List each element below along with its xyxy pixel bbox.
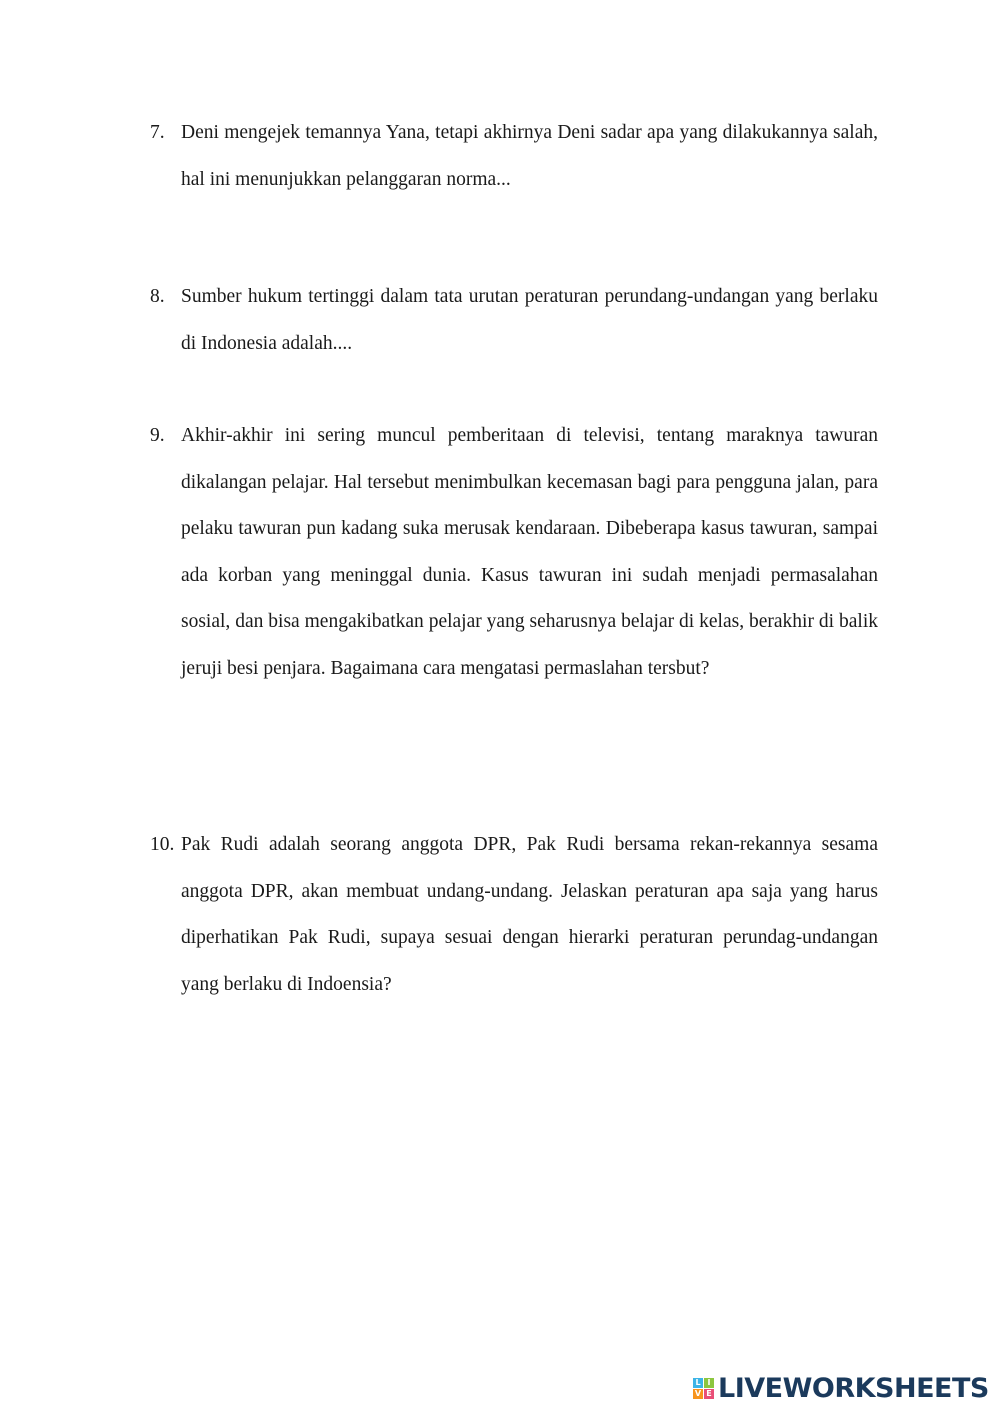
question-text: Akhir-akhir ini sering muncul pemberitaan di televisi, tentang maraknya tawuran dikalangan pelajar. Hal tersebut menimbulkan kecemasan bagi para pengguna jalan, para pelaku tawuran pun kadang suka merusak kendaraan. Dibeberapa kasus tawuran, sampai ada korban yang meninggal dunia. Kasus tawuran ini sudah menjadi permasalahan sosial, dan bisa mengakibatkan pelajar yang seharusnya belajar di kelas, berakhir di balik jeruji besi penjara. Bagaimana cara mengatasi permaslahan tersbut? xyxy=(181,425,878,679)
logo-letter: V xyxy=(694,1388,702,1398)
question-10 xyxy=(150,822,878,1008)
question-8 xyxy=(150,274,878,367)
logo-grid-icon xyxy=(693,1378,714,1399)
question-7 xyxy=(150,110,878,203)
question-9 xyxy=(150,413,878,692)
logo-text: LIVEWORKSHEETS xyxy=(718,1372,989,1404)
logo-letter: L xyxy=(693,1378,703,1388)
question-number: 10. xyxy=(150,834,175,855)
question-text: Deni mengejek temannya Yana, tetapi akhirnya Deni sadar apa yang dilakukannya salah, hal ini menunjukkan pelanggaran norma... xyxy=(181,122,878,190)
question-text: Sumber hukum tertinggi dalam tata urutan peraturan perundang-undangan yang berlaku di Indonesia adalah.... xyxy=(181,286,878,354)
question-number: 9. xyxy=(150,425,165,446)
logo-letter: I xyxy=(704,1378,714,1388)
liveworksheets-logo xyxy=(693,1373,989,1403)
question-number: 7. xyxy=(150,122,165,143)
question-text: Pak Rudi adalah seorang anggota DPR, Pak Rudi bersama rekan-rekannya sesama anggota DPR, akan membuat undang-undang. Jelaskan peraturan apa saja yang harus diperhatikan Pak Rudi, supaya sesuai dengan hierarki peraturan perundag-undangan yang berlaku di Indoensia? xyxy=(181,834,878,995)
question-number: 8. xyxy=(150,286,165,307)
logo-letter: E xyxy=(704,1389,714,1399)
